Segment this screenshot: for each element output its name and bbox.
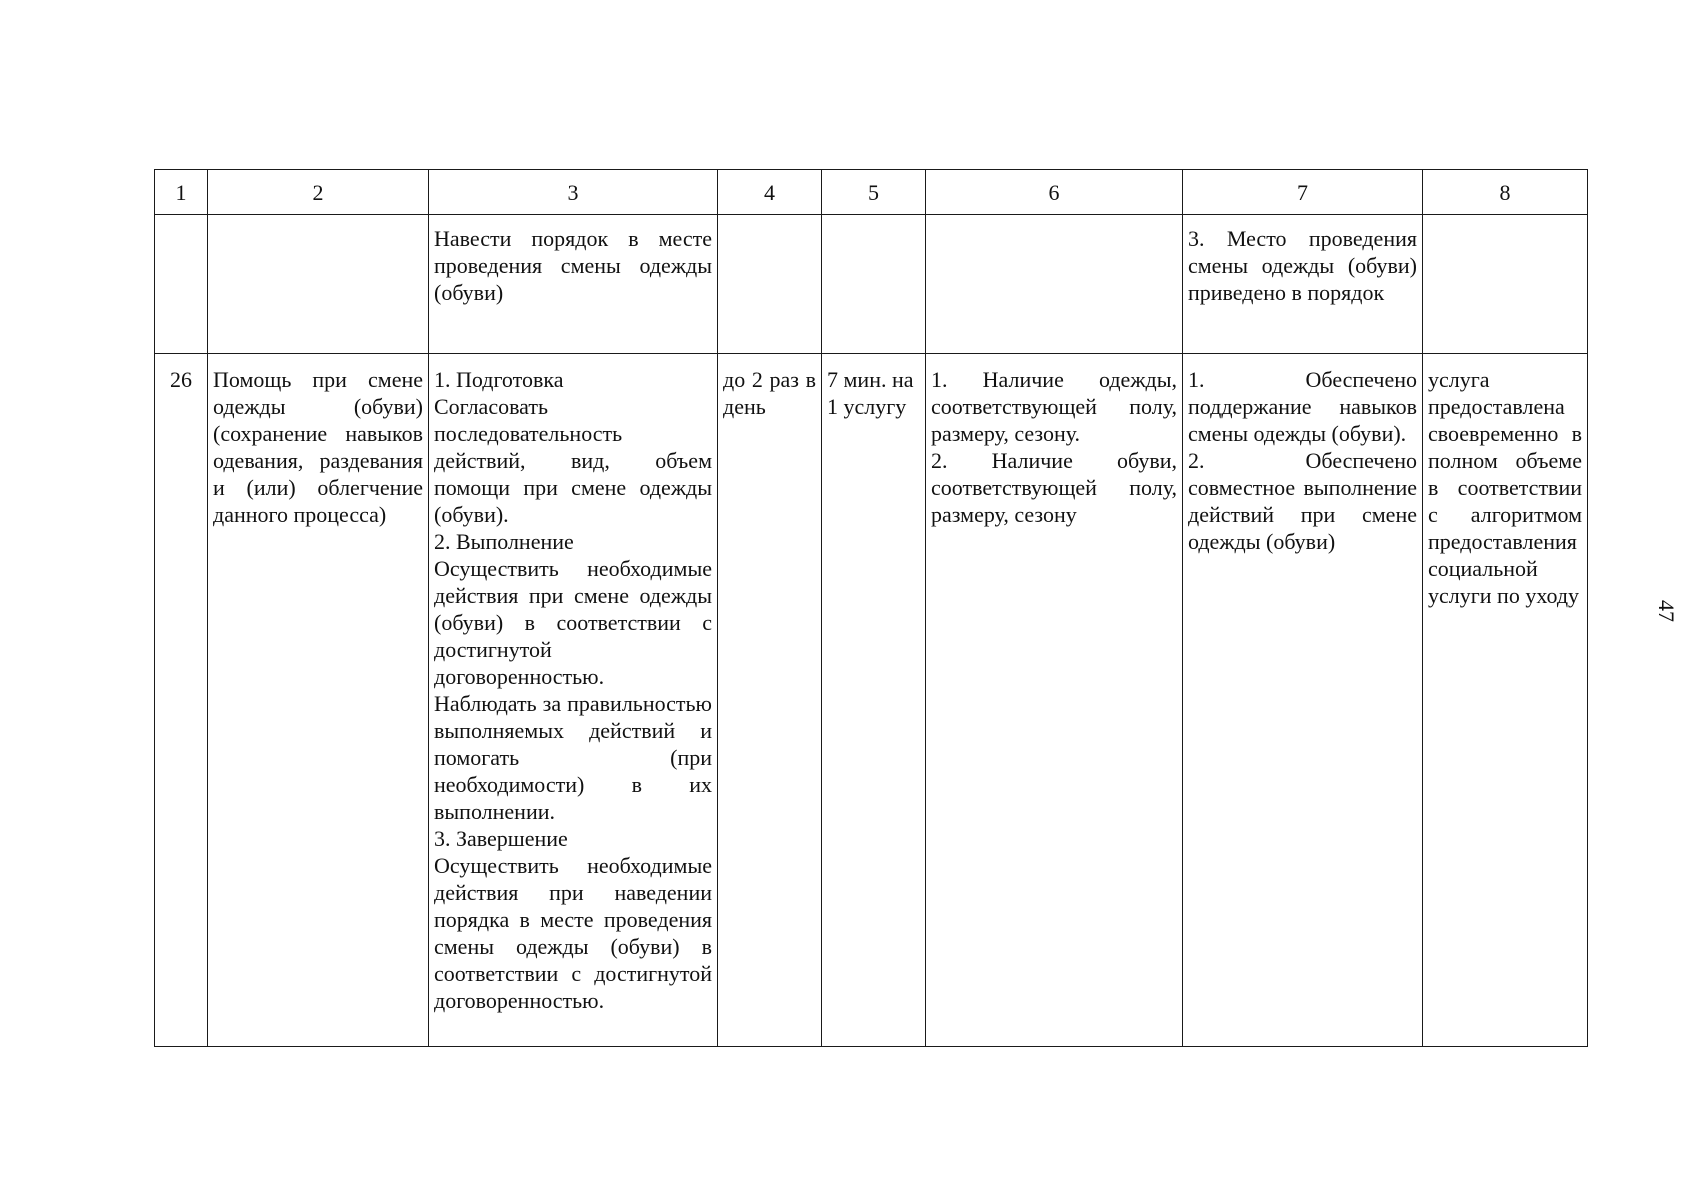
header-cell-4: 4	[718, 170, 822, 215]
continuation-row	[155, 215, 1588, 354]
service-duration: 7 мин. на 1 услугу	[822, 354, 926, 1047]
result-line: 1. Обеспечено поддержание навыков смены одежды (обуви).	[1188, 367, 1417, 446]
table-row	[155, 354, 1588, 1047]
condition-line: 2. Наличие обуви, соответствующей полу, размеру, сезону	[931, 448, 1177, 527]
result-line: 2. Обеспечено совместное выполнение действий при смене одежды (обуви)	[1188, 448, 1417, 554]
service-frequency: до 2 раз в день	[718, 354, 822, 1047]
page-number: 47	[1654, 600, 1679, 622]
header-cell-1: 1	[155, 170, 208, 215]
cont-cell-5	[822, 215, 926, 354]
step-line: Согласовать последовательность действий, вид, объем помощи при смене одежды (обуви).	[434, 394, 712, 527]
cont-cell-1	[155, 215, 208, 354]
cont-cell-7: 3. Место проведения смены одежды (обуви) приведено в порядок	[1183, 215, 1423, 354]
service-steps	[429, 354, 718, 1047]
cont-cell-3: Навести порядок в месте проведения смены одежды (обуви)	[429, 215, 718, 354]
service-name: Помощь при смене одежды (обуви) (сохранение навыков одевания, раздевания и (или) облегчение данного процесса)	[208, 354, 429, 1047]
step-line: Наблюдать за правильностью выполняемых действий и помогать (при необходимости) в их выполнении.	[434, 691, 712, 824]
step-line: 3. Завершение	[434, 826, 568, 851]
header-cell-5: 5	[822, 170, 926, 215]
header-cell-7: 7	[1183, 170, 1423, 215]
service-assessment: услуга предоставлена своевременно в полном объеме в соответствии с алгоритмом предоставления социальной услуги по уходу	[1423, 354, 1588, 1047]
header-cell-6: 6	[926, 170, 1183, 215]
cont-cell-2	[208, 215, 429, 354]
step-line: Осуществить необходимые действия при смене одежды (обуви) в соответствии с достигнутой договоренностью.	[434, 556, 712, 689]
row-number: 26	[155, 354, 208, 1047]
service-conditions	[926, 354, 1183, 1047]
step-line: Осуществить необходимые действия при наведении порядка в месте проведения смены одежды (обуви) в соответствии с достигнутой договоренностью.	[434, 853, 712, 1013]
header-cell-8: 8	[1423, 170, 1588, 215]
service-results	[1183, 354, 1423, 1047]
cont-cell-6	[926, 215, 1183, 354]
step-line: 2. Выполнение	[434, 529, 574, 554]
condition-line: 1. Наличие одежды, соответствующей полу, размеру, сезону.	[931, 367, 1177, 446]
header-cell-2: 2	[208, 170, 429, 215]
cont-cell-4	[718, 215, 822, 354]
step-line: 1. Подготовка	[434, 367, 564, 392]
header-row	[155, 170, 1588, 215]
services-table	[154, 169, 1588, 1047]
header-cell-3: 3	[429, 170, 718, 215]
cont-cell-8	[1423, 215, 1588, 354]
